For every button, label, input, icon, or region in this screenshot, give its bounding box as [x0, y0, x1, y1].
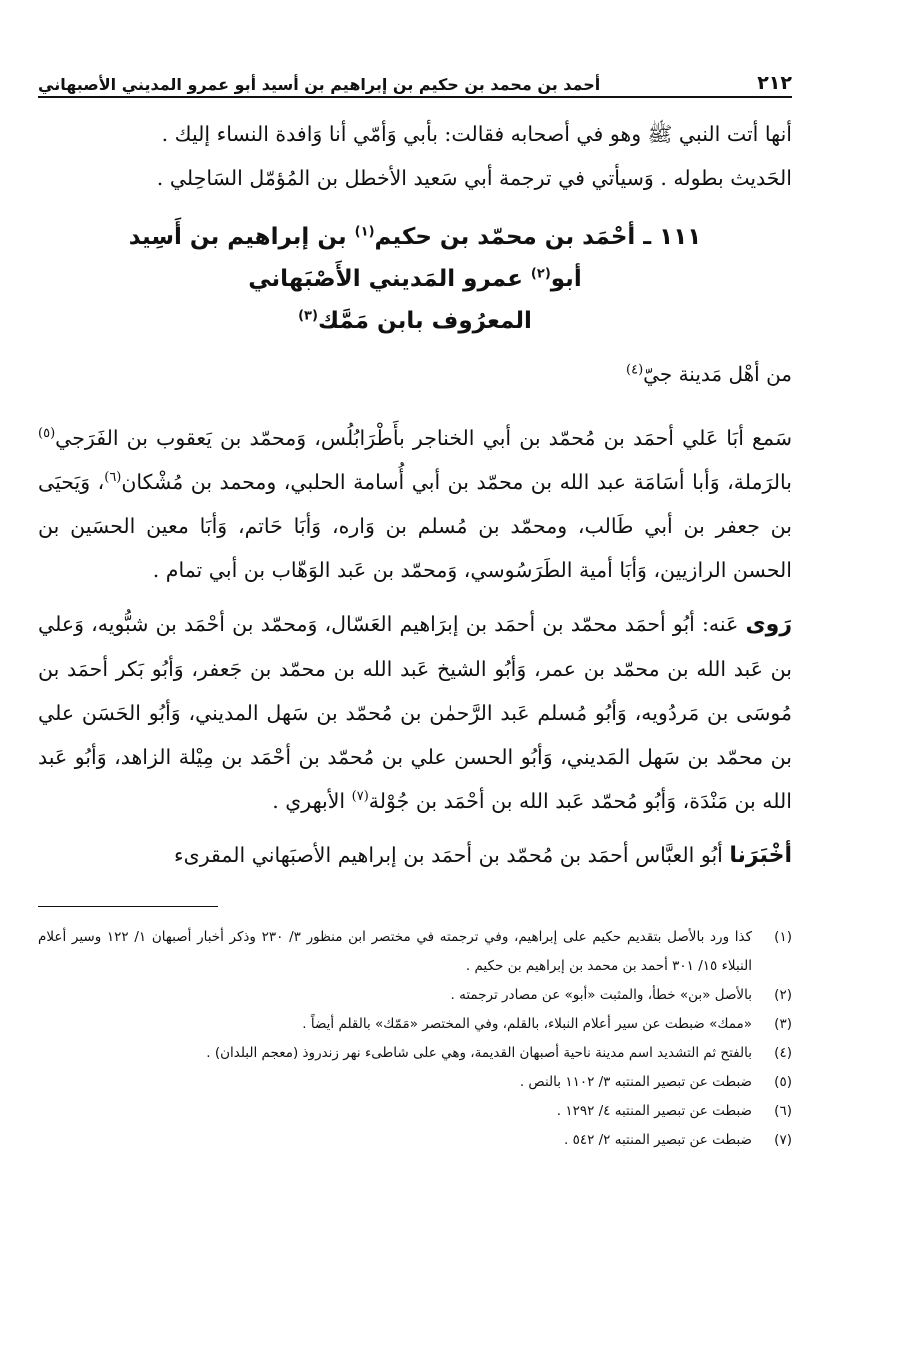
page-number: ٢١٢ [757, 72, 792, 94]
informed-lead-word: أخْبَرَنا [729, 843, 792, 868]
footnote-ref[interactable]: (٣) [298, 308, 318, 324]
heard-from-paragraph [38, 416, 792, 592]
running-header [38, 58, 792, 98]
narrated-by-paragraph [38, 602, 792, 823]
footnote-text: ضبطت عن تبصير المنتبه ٢/ ٥٤٢ . [563, 1132, 752, 1148]
entry-heading [38, 216, 792, 342]
footnote-2 [38, 981, 792, 1010]
footnote-number: (٣) [774, 1016, 792, 1032]
intro-line-1: أنها أتت النبي ﷺ وهو في أصحابه فقالت: بأبي وَأمّي أنا وَافدة النساء إليك . [161, 122, 792, 146]
footnote-6 [38, 1097, 792, 1126]
heard-text-1: سَمع أبَا عَلي أحمَد بن مُحمّد بن أبي الخناجر بأَطْرَابُلُس، وَمحمّد بن يَعقوب بن الفَرَجي [55, 426, 792, 450]
footnote-3 [38, 1010, 792, 1039]
footnote-text: «ممك» ضبطت عن سير أعلام النبلاء، بالقلم، وفي المختصر «مَمّك» بالقلم أيضاً . [302, 1016, 752, 1032]
footnote-number: (٧) [774, 1132, 792, 1148]
informed-paragraph [38, 833, 792, 878]
footnote-text: ضبطت عن تبصير المنتبه ٣/ ١١٠٢ بالنص . [519, 1074, 752, 1090]
footnote-number: (٦) [774, 1103, 792, 1119]
footnote-text: كذا ورد بالأصل بتقديم حكيم على إبراهيم، وفي ترجمته في مختصر ابن منظور ٣/ ٢٣٠ وذكر أخبار أصبهان ١/ ١٢٢ وسير أعلام النبلاء ١٥/ ٣٠١ أحمد بن محمد بن إبراهيم بن حكيم . [38, 929, 753, 974]
footnote-ref[interactable]: (١) [354, 224, 375, 240]
entry-name: ١١١ ـ أحْمَد بن محمّد بن حكيم [374, 224, 702, 250]
heard-text-2: بالرَملة، وَأبا أسَامَة عبد الله بن محمّد بن أبي أُسامة الحلبي، ومحمد بن مُشْكان [121, 470, 793, 494]
entry-origin [38, 352, 792, 396]
running-title: أحمد بن محمد بن حكيم بن إبراهيم بن أسيد أبو عمرو المديني الأصبهاني [38, 75, 601, 94]
footnote-ref[interactable]: (٢) [530, 266, 551, 282]
origin-text: من أهْل مَدينة جيّ [643, 362, 792, 386]
footnote-ref[interactable]: (٥) [38, 426, 56, 442]
footnote-text: ضبطت عن تبصير المنتبه ٤/ ١٢٩٢ . [556, 1103, 752, 1119]
footnote-separator-wrap [38, 878, 792, 907]
footnote-ref[interactable]: (٤) [626, 362, 644, 378]
narrated-lead-word: رَوى [745, 612, 792, 637]
footnote-text: بالفتح ثم التشديد اسم مدينة ناحية أصبهان القديمة، وهي على شاطىء نهر زندروذ (معجم البلدان) . [206, 1045, 752, 1061]
footnote-ref[interactable]: (٧) [351, 789, 369, 805]
footnote-4 [38, 1039, 792, 1068]
entry-nisba: عمرو المَديني الأَصْبَهاني [248, 266, 523, 292]
narrated-text-2: الأبهري . [272, 789, 346, 813]
footnote-5 [38, 1068, 792, 1097]
footnote-ref[interactable]: (٦) [104, 470, 122, 486]
footnotes [38, 923, 792, 1155]
entry-kunya: أبو [550, 266, 582, 292]
entry-heading-line-1 [38, 216, 792, 258]
informed-text: أبُو العبَّاس أحمَد بن مُحمّد بن أحمَد بن إبراهيم الأصبَهاني المقرىء [174, 843, 723, 867]
entry-heading-line-3 [38, 300, 792, 342]
footnote-number: (١) [774, 929, 792, 945]
entry-name-cont: بن إبراهيم بن أَسِيد [128, 224, 347, 250]
narrated-text-1: عَنه: أبُو أحمَد محمّد بن أحمَد بن إبرَاهيم العَسّال، وَمحمّد بن أحْمَد بن شبُّويه، وَعلي بن عَبد الله بن محمّد بن عمر، وَأبُو الشيخ عَبد الله بن محمّد بن جَعفر، وَأبُو بَكر أحمَد بن مُوسَى بن مَردُويه، وَأبُو مُسلم عَبد الرَّحمٰن بن مُحمّد بن سَهل المديني، وَأبُو الحَسَن علي بن محمّد بن سَهل المَديني، وَأبُو الحسن علي بن مُحمّد بن أحْمَد بن مِيْلة الزاهد، وَأبُو عَبد الله بن مَنْدَة، وَأبُو مُحمّد عَبد الله بن أحْمَد بن جُوْلة [38, 612, 792, 813]
footnote-7 [38, 1126, 792, 1155]
intro-line-2: الحَديث بطوله . وَسيأتي في ترجمة أبي سَعيد الأخطل بن المُؤمّل السَاحِلي . [156, 166, 792, 190]
footnote-separator [38, 906, 218, 907]
footnote-1 [38, 923, 792, 981]
intro-paragraph [38, 112, 792, 200]
book-page [38, 58, 792, 1328]
footnote-number: (٤) [774, 1045, 792, 1061]
footnote-number: (٢) [774, 987, 792, 1003]
footnote-text: بالأصل «بن» خطأ، والمثبت «أبو» عن مصادر ترجمته . [450, 987, 752, 1003]
heard-text-3: ، وَيَحيَى بن جعفر بن أبي طَالب، ومحمّد بن مُسلم بن وَاره، وَأبَا حَاتم، وَأبَا معين الحسَين بن الحسن الرازيين، وَأبَا أمية الطَرَسُوسي، وَمحمّد بن عَبد الوَهّاب بن أبي تمام . [38, 470, 792, 582]
footnote-number: (٥) [774, 1074, 792, 1090]
entry-known-as: المعرُوف بابن مَمَّك [317, 308, 532, 334]
entry-heading-line-2 [38, 258, 792, 300]
